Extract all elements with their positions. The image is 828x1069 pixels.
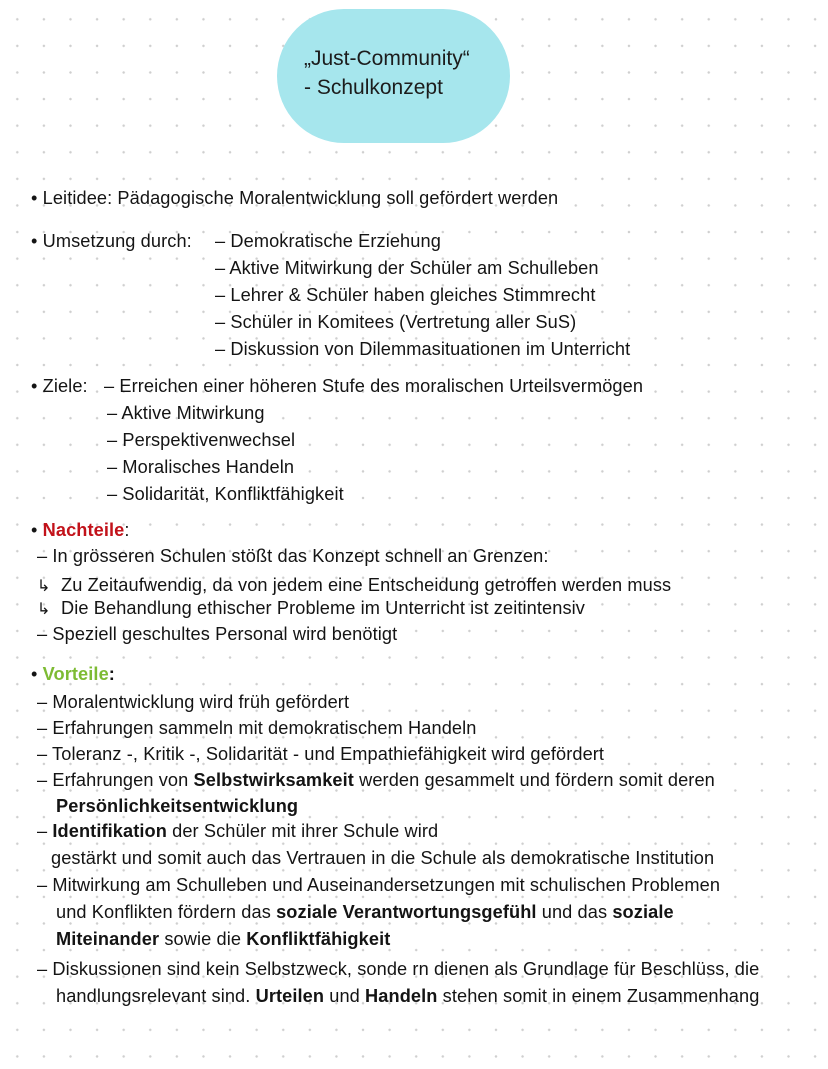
vorteile-heading: Vorteile xyxy=(42,664,109,684)
nachteile-sub-text: Die Behandlung ethischer Probleme im Unterricht ist zeitintensiv xyxy=(61,598,585,618)
ziele-item: – Erreichen einer höheren Stufe des moralischen Urteilsvermögen xyxy=(104,376,644,396)
vorteile-item xyxy=(37,819,438,843)
page-title xyxy=(304,44,470,102)
nachteile-sub-item xyxy=(37,596,585,622)
title-line-1: „Just-Community“ xyxy=(304,47,470,70)
leitidee-line: • Leitidee: Pädagogische Moralentwicklung soll gefördert werden xyxy=(31,188,559,208)
vorteile-item xyxy=(37,768,715,792)
text-run: – Erfahrungen von xyxy=(37,770,194,790)
vorteile-item-continued xyxy=(56,900,674,924)
bold-run: soziale xyxy=(612,902,674,922)
ziele-item: – Moralisches Handeln xyxy=(107,457,295,477)
bold-run: Handeln xyxy=(365,986,438,1006)
umsetzung-item: – Schüler in Komitees (Vertretung aller SuS) xyxy=(215,312,577,332)
vorteile-item: – Diskussionen sind kein Selbstzweck, sonde rn dienen als Grundlage für Beschlüss, die xyxy=(37,959,760,979)
umsetzung-item: – Demokratische Erziehung xyxy=(215,231,441,251)
sub-arrow-icon: ↳ xyxy=(37,578,51,595)
text-run: sowie die xyxy=(159,929,247,949)
umsetzung-item: – Aktive Mitwirkung der Schüler am Schulleben xyxy=(215,258,599,278)
text-run: stehen somit in einem Zusammenhang xyxy=(437,986,760,1006)
nachteile-item: – Speziell geschultes Personal wird benötigt xyxy=(37,624,398,644)
vorteile-item-continued: gestärkt und somit auch das Vertrauen in die Schule als demokratische Institution xyxy=(51,848,715,868)
vorteile-item-continued xyxy=(56,927,390,951)
umsetzung-label: • Umsetzung durch: xyxy=(31,231,192,251)
bold-run: Persönlichkeitsentwicklung xyxy=(56,796,299,816)
nachteile-colon: : xyxy=(124,520,130,540)
text-run: und xyxy=(324,986,366,1006)
ziele-item: – Solidarität, Konfliktfähigkeit xyxy=(107,484,344,504)
title-line-2: - Schulkonzept xyxy=(304,76,443,99)
nachteile-sub-text: Zu Zeitaufwendig, da von jedem eine Entscheidung getroffen werden muss xyxy=(61,575,672,595)
vorteile-heading-line xyxy=(31,662,115,686)
sub-arrow-icon: ↳ xyxy=(37,601,51,618)
nachteile-bullet: • xyxy=(31,520,43,540)
vorteile-item-continued xyxy=(56,794,298,818)
vorteile-item-continued xyxy=(56,984,759,1008)
ziele-item: – Aktive Mitwirkung xyxy=(107,403,265,423)
vorteile-item: – Erfahrungen sammeln mit demokratischem Handeln xyxy=(37,718,477,738)
bold-run: Urteilen xyxy=(255,986,325,1006)
text-run: – xyxy=(37,821,53,841)
text-run: werden gesammelt und fördern somit deren xyxy=(353,770,715,790)
umsetzung-item: – Diskussion von Dilemmasituationen im Unterricht xyxy=(215,339,631,359)
text-run: handlungsrelevant sind. xyxy=(56,986,256,1006)
umsetzung-item: – Lehrer & Schüler haben gleiches Stimmrecht xyxy=(215,285,596,305)
text-run: der Schüler mit ihrer Schule wird xyxy=(166,821,439,841)
bold-run: Miteinander xyxy=(56,929,160,949)
bold-run: Selbstwirksamkeit xyxy=(193,770,354,790)
vorteile-bullet: • xyxy=(31,664,43,684)
nachteile-item: – In grösseren Schulen stößt das Konzept schnell an Grenzen: xyxy=(37,546,549,566)
vorteile-item: – Toleranz -, Kritik -, Solidarität - und Empathiefähigkeit wird gefördert xyxy=(37,744,605,764)
text-run: und Konflikten fördern das xyxy=(56,902,277,922)
vorteile-item: – Moralentwicklung wird früh gefördert xyxy=(37,692,350,712)
vorteile-item: – Mitwirkung am Schulleben und Auseinandersetzungen mit schulischen Problemen xyxy=(37,875,721,895)
text-run: und das xyxy=(536,902,613,922)
bold-run: Konfliktfähigkeit xyxy=(246,929,391,949)
nachteile-heading-line xyxy=(31,518,130,542)
ziele-label: • Ziele: xyxy=(31,376,88,396)
nachteile-heading: Nachteile xyxy=(42,520,125,540)
vorteile-colon: : xyxy=(108,664,115,684)
bold-run: soziale Verantwortungsgefühl xyxy=(276,902,537,922)
bold-run: Identifikation xyxy=(52,821,167,841)
ziele-item: – Perspektivenwechsel xyxy=(107,430,296,450)
